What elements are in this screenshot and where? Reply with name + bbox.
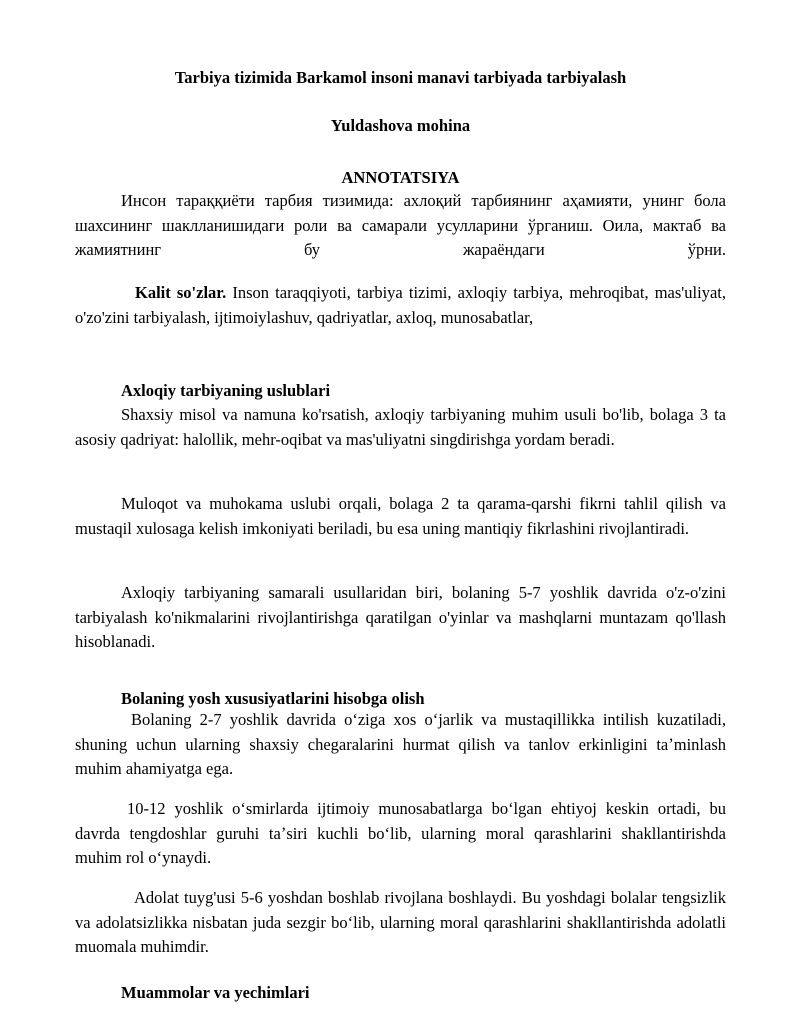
keywords-label: Kalit so'zlar.	[135, 283, 227, 302]
section-heading: Axloqiy tarbiyaning uslublari	[121, 381, 331, 400]
section-heading: Muammolar va yechimlari	[121, 983, 310, 1002]
section-paragraph: Adolat tuyg'usi 5-6 yoshdan boshlab rivojlana boshlaydi. Bu yoshdagi bolalar tengsizlik va adolatsizlikka nisbatan juda sezgir boʻlib, ularning moral qarashlarini shakllantirishda adolatli muomala muhimdir.	[75, 888, 726, 956]
section-paragraph: Bolaning 2-7 yoshlik davrida oʻziga xos oʻjarlik va mustaqillikka intilish kuzatiladi, shuning uchun ularning shaxsiy chegaralarini hurmat qilish va tanlov erkinligini taʼminlash muhim ahamiyatga ega.	[75, 710, 726, 778]
keywords-paragraph	[75, 281, 726, 330]
keywords-text: Inson taraqqiyoti, tarbiya tizimi, axloqiy tarbiya, mehroqibat, mas'uliyat, o'zo'zini tarbiyalash, ijtimoiylashuv, qadriyatlar, axloq, munosabatlar,	[75, 283, 726, 327]
section-paragraph: 10-12 yoshlik oʻsmirlarda ijtimoiy munosabatlarga boʻlgan ehtiyoj keskin ortadi, bu davrda tengdoshlar guruhi taʼsiri kuchli boʻlib, ularning moral qarashlarini shakllantirishda muhim rol oʻynaydi.	[75, 799, 726, 867]
annotation-heading: ANNOTATSIYA	[341, 168, 460, 187]
section-paragraph: Axloqiy tarbiyaning samarali usullaridan biri, bolaning 5-7 yoshlik davrida o'z-o'zini tarbiyalash ko'nikmalarini rivojlantirishga qaratilgan o'yinlar va mashqlarni muntazam qo'llash hisoblanadi.	[75, 583, 726, 651]
section-paragraph: Muloqot va muhokama uslubi orqali, bolaga 2 ta qarama-qarshi fikrni tahlil qilish va mustaqil xulosaga kelish imkoniyati beriladi, bu esa uning mantiqiy fikrlashini rivojlantiradi.	[75, 494, 726, 538]
section-heading: Bolaning yosh xususiyatlarini hisobga olish	[121, 689, 425, 708]
author-name: Yuldashova mohina	[330, 116, 471, 135]
annotation-text: Инсон тараққиёти тарбия тизимида: ахлоқий тарбиянинг аҳамияти, унинг бола шахсининг шаклланишидаги роли ва самарали усулларини ўрганиш. Оила, мактаб ва жамиятнинг бу жараёндаги ўрни.	[75, 191, 726, 259]
paper-title: Tarbiya tizimida Barkamol insoni manavi tarbiyada tarbiyalash	[174, 68, 627, 87]
section-paragraph: Shaxsiy misol va namuna ko'rsatish, axloqiy tarbiyaning muhim usuli bo'lib, bolaga 3 ta asosiy qadriyat: halollik, mehr-oqibat va mas'uliyatni singdirishga yordam beradi.	[75, 405, 726, 449]
